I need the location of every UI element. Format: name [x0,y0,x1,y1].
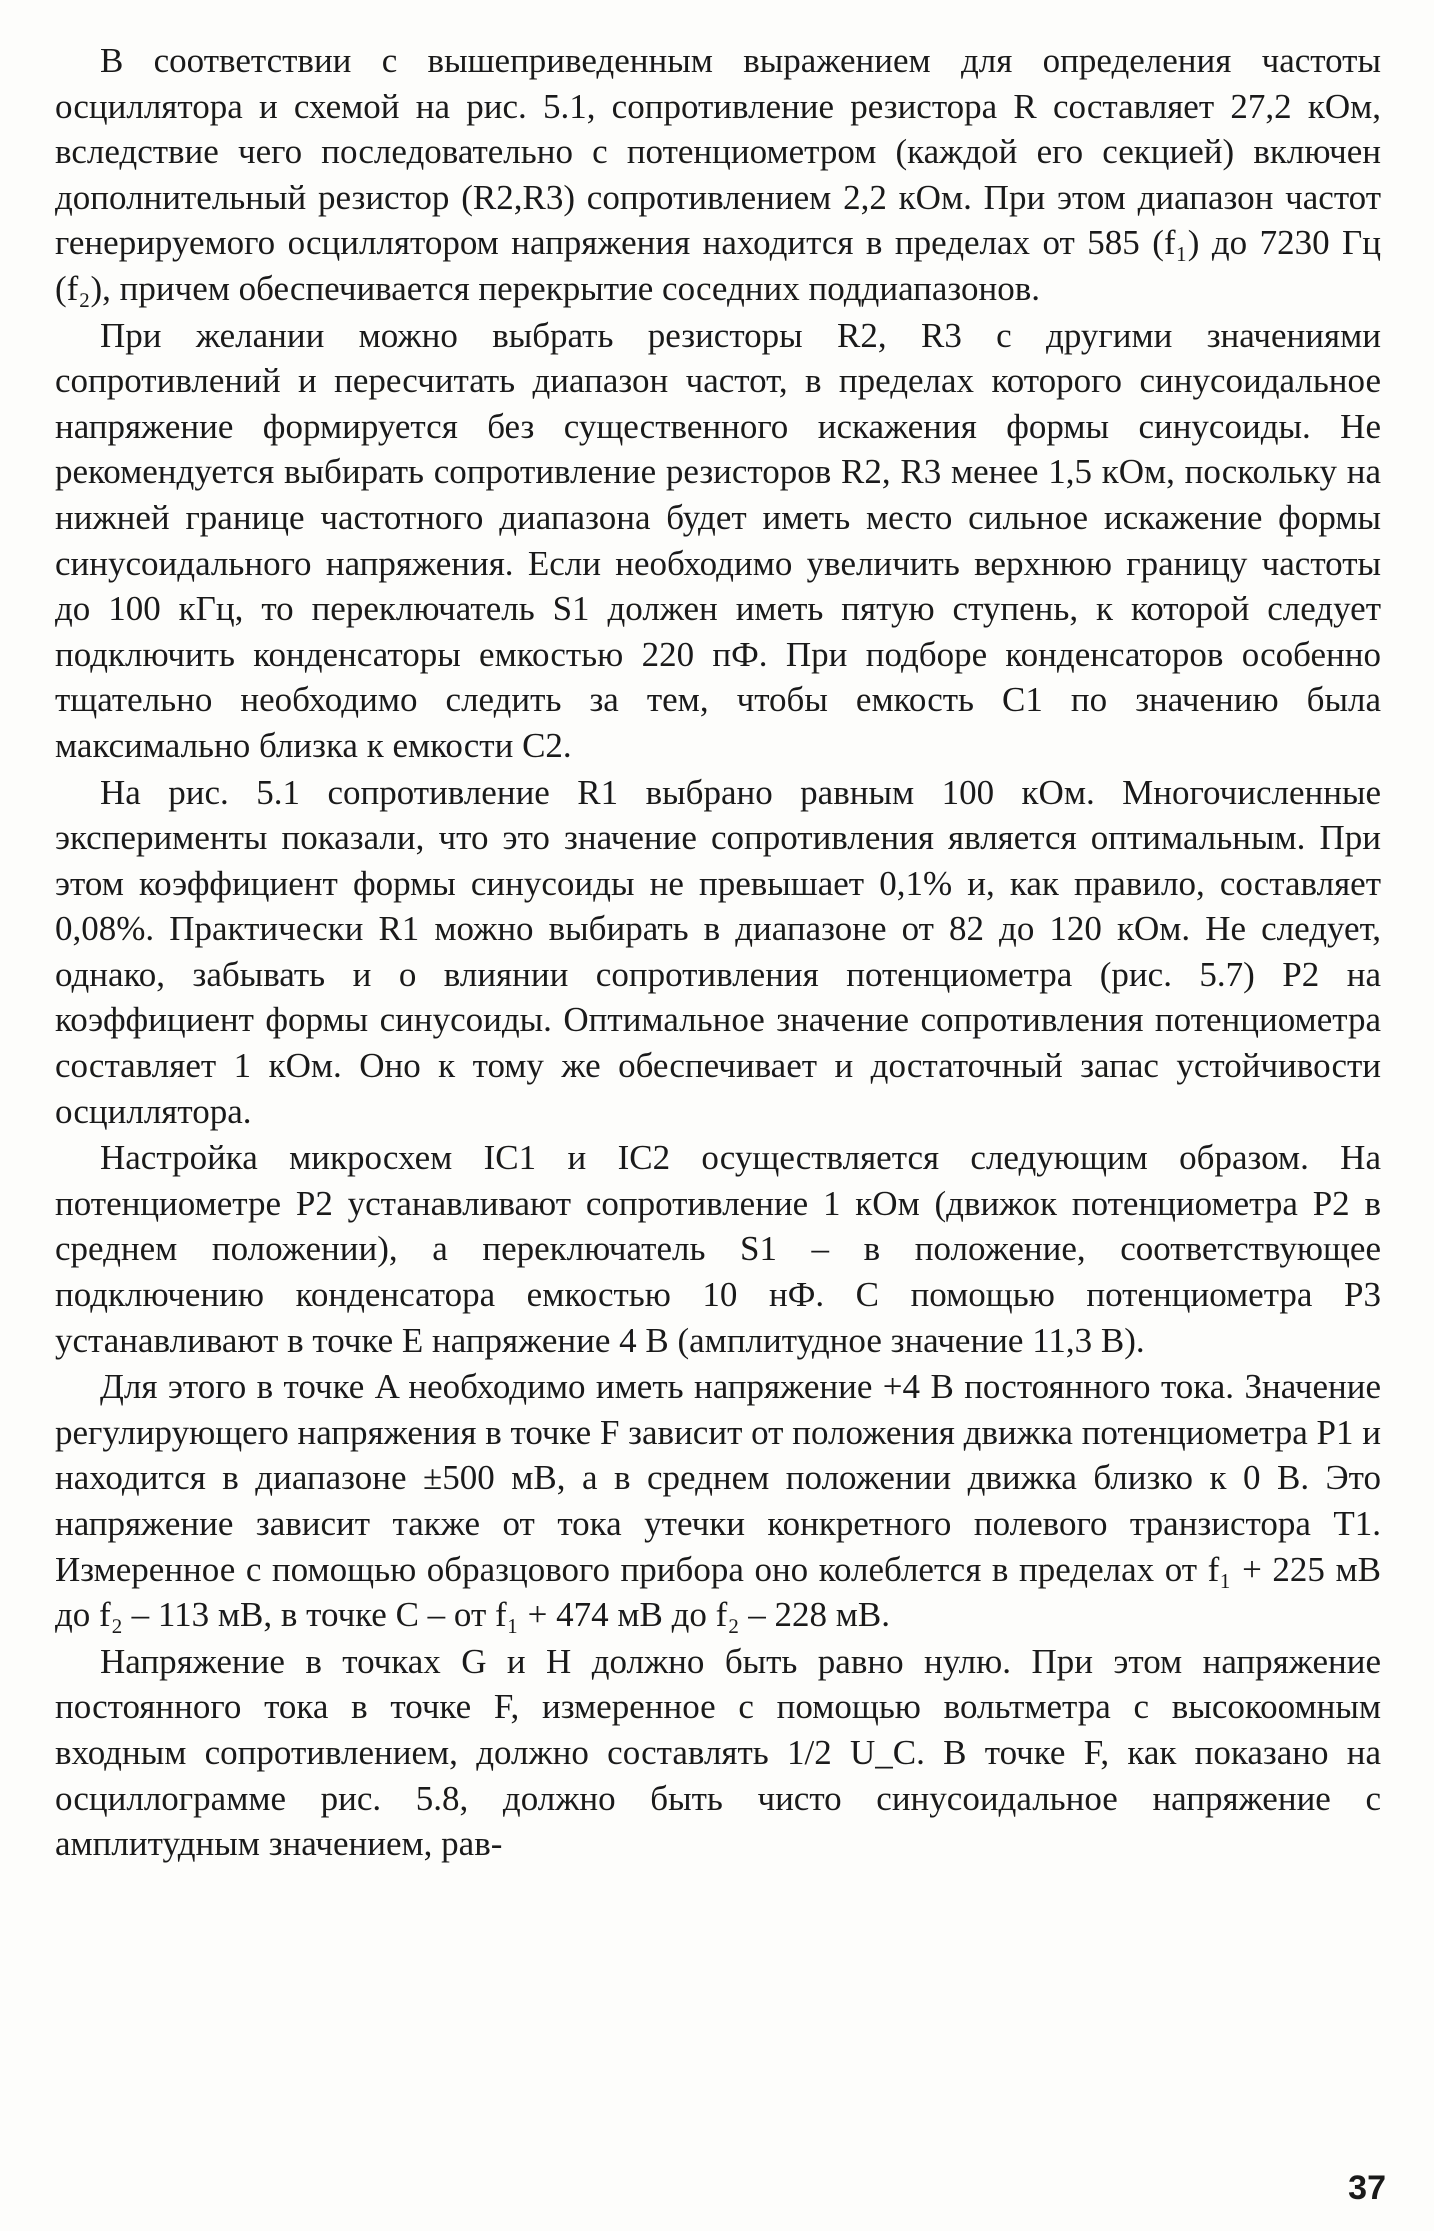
paragraph-r1-selection: На рис. 5.1 сопротивление R1 выбрано равным 100 кОм. Многочисленные эксперименты показали, что это значение сопротивления является оптимальным. При этом коэффициент формы синусоиды не превышает 0,1% и, как правило, составляет 0,08%. Практически R1 можно выбирать в диапазоне от 82 до 120 кОм. Не следует, однако, забывать и о влиянии сопротивления потенциометра (рис. 5.7) P2 на коэффициент формы синусоиды. Оптимальное значение сопротивления потенциометра составляет 1 кОм. Оно к тому же обеспечивает и достаточный запас устойчивости осциллятора. [55,772,1381,1131]
paragraph-points-g-h: Напряжение в точках G и H должно быть равно нулю. При этом напряжение постоянного тока в точке F, измеренное с помощью вольтметра с высокоомным входным сопротивлением, должно составлять 1/2 U_C. В точке F, как показано на осциллограмме рис. 5.8, должно быть чисто синусоидальное напряжение с амплитудным значением, рав- [55,1641,1381,1864]
paragraph-point-a-voltage: Для этого в точке A необходимо иметь напряжение +4 В постоянного тока. Значение регулирующего напряжения в точке F зависит от положения движка потенциометра P1 и находится в диапазоне ±500 мВ, а в среднем положении движка близко к 0 В. Это напряжение зависит также от тока утечки конкретного полевого транзистора T1. Измеренное с помощью образцового прибора оно колеблется в пределах от f₁ + 225 мВ до f₂ – 113 мВ, в точке C – от f₁ + 474 мВ до f₂ – 228 мВ. [55,1367,1381,1635]
paragraph-oscillator-frequency: В соответствии с вышеприведенным выражением для определения частоты осциллятора и схемой на рис. 5.1, сопротивление резистора R составляет 27,2 кОм, вследствие чего последовательно с потенциометром (каждой его секцией) включен дополнительный резистор (R2,R3) сопротивлением 2,2 кОм. При этом диапазон частот генерируемого осциллятором напряжения находится в пределах от 585 (f₁) до 7230 Гц (f₂), причем обеспечивается перекрытие соседних поддиапазонов. [55,41,1381,308]
body-text [55,38,1381,1867]
paragraph-resistor-selection: При желании можно выбрать резисторы R2, R3 с другими значениями сопротивлений и пересчитать диапазон частот, в пределах которого синусоидальное напряжение формируется без существенного искажения формы синусоиды. Не рекомендуется выбирать сопротивление резисторов R2, R3 менее 1,5 кОм, поскольку на нижней границе частотного диапазона будет иметь место сильное искажение формы синусоидального напряжения. Если необходимо увеличить верхнюю границу частоты до 100 кГц, то переключатель S1 должен иметь пятую ступень, к которой следует подключить конденсаторы емкостью 220 пФ. При подборе конденсаторов особенно тщательно необходимо следить за тем, чтобы емкость C1 по значению была максимально близка к емкости C2. [55,315,1381,765]
page-number: 37 [1348,2169,1386,2207]
paragraph-ic-tuning: Настройка микросхем IC1 и IC2 осуществляется следующим образом. На потенциометре P2 устанавливают сопротивление 1 кОм (движок потенциометра P2 в среднем положении), а переключатель S1 – в положение, соответствующее подключению конденсатора емкостью 10 нФ. С помощью потенциометра P3 устанавливают в точке E напряжение 4 В (амплитудное значение 11,3 В). [55,1138,1381,1360]
